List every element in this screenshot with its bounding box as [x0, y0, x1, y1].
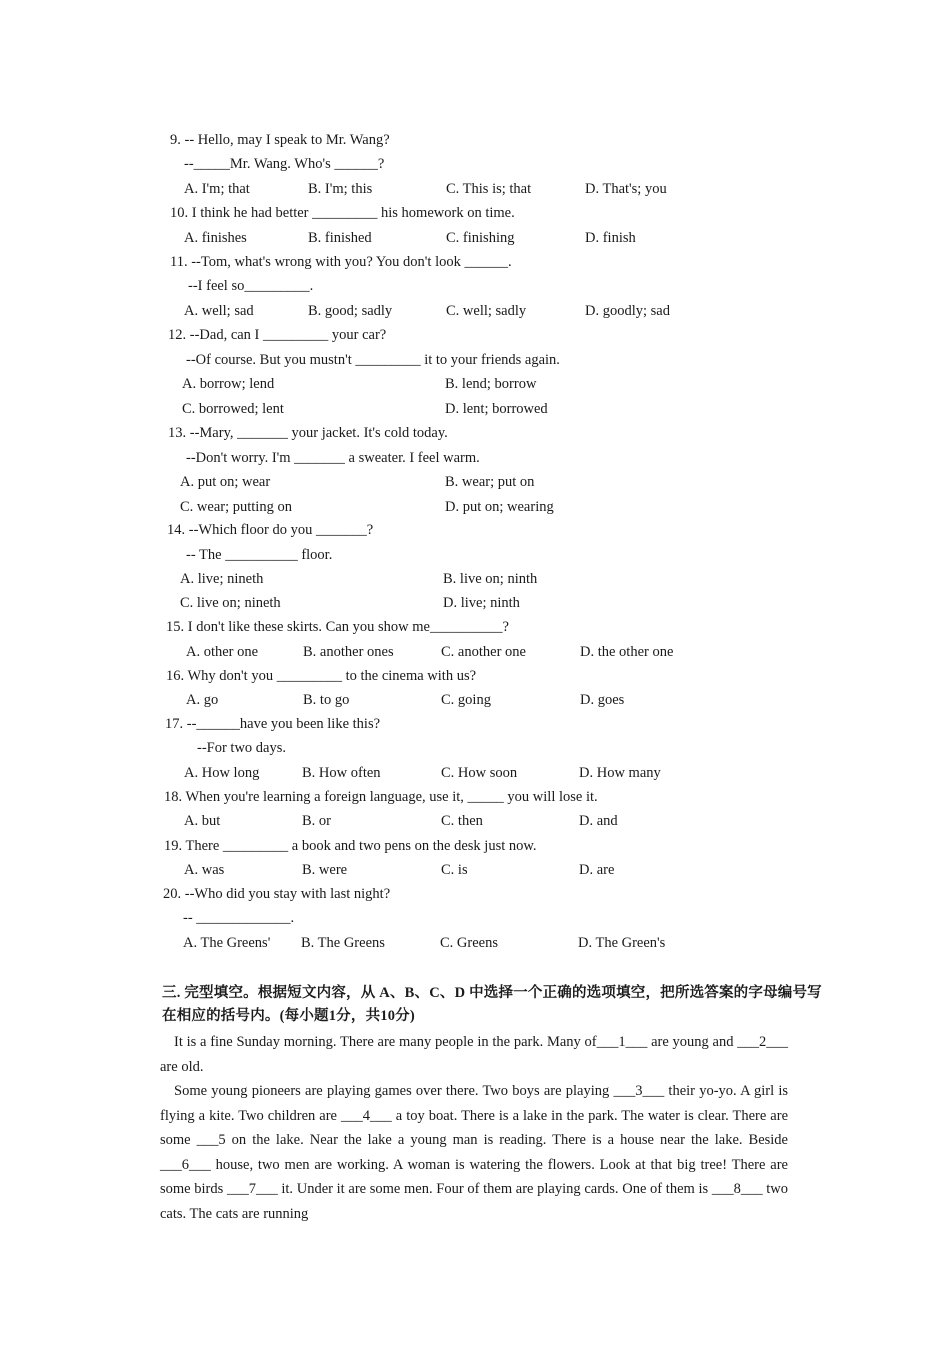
- q17-option-d: D. How many: [579, 765, 661, 781]
- q11-option-d: D. goodly; sad: [585, 303, 670, 319]
- section-3-heading-2: 在相应的括号内。(每小题1分，共10分): [162, 1008, 415, 1024]
- question-9-stem: 9. -- Hello, may I speak to Mr. Wang?: [170, 132, 390, 148]
- q12-option-a: A. borrow; lend: [182, 376, 275, 392]
- question-20-stem-2: -- _____________.: [183, 910, 295, 926]
- q15-option-c: C. another one: [441, 644, 526, 660]
- question-11-stem-2: --I feel so_________.: [188, 278, 314, 294]
- q14-option-a: A. live; nineth: [180, 571, 264, 587]
- q10-option-a: A. finishes: [184, 230, 247, 246]
- question-14-stem: 14. --Which floor do you _______?: [167, 522, 374, 538]
- q17-option-a: A. How long: [184, 765, 260, 781]
- q18-option-b: B. or: [302, 813, 331, 829]
- q19-option-a: A. was: [184, 862, 225, 878]
- q18-option-a: A. but: [184, 813, 221, 829]
- q20-option-c: C. Greens: [440, 935, 498, 951]
- question-18-stem: 18. When you're learning a foreign language, use it, _____ you will lose it.: [164, 789, 598, 805]
- q9-option-d: D. That's; you: [585, 181, 667, 197]
- q15-option-d: D. the other one: [580, 644, 674, 660]
- q13-option-b: B. wear; put on: [445, 474, 535, 490]
- q11-option-b: B. good; sadly: [308, 303, 393, 319]
- q14-option-b: B. live on; ninth: [443, 571, 538, 587]
- q9-option-c: C. This is; that: [446, 181, 532, 197]
- question-14-stem-2: -- The __________ floor.: [186, 547, 333, 563]
- q16-option-a: A. go: [186, 692, 219, 708]
- q20-option-d: D. The Green's: [578, 935, 666, 951]
- question-12-stem-2: --Of course. But you mustn't _________ it to your friends again.: [186, 352, 560, 368]
- q9-option-b: B. I'm; this: [308, 181, 373, 197]
- q15-option-a: A. other one: [186, 644, 259, 660]
- q12-option-d: D. lent; borrowed: [445, 401, 548, 417]
- question-10-stem: 10. I think he had better _________ his homework on time.: [170, 205, 515, 221]
- q14-option-d: D. live; ninth: [443, 595, 520, 611]
- q16-option-b: B. to go: [303, 692, 350, 708]
- q10-option-b: B. finished: [308, 230, 372, 246]
- q16-option-d: D. goes: [580, 692, 625, 708]
- q13-option-c: C. wear; putting on: [180, 499, 292, 515]
- q9-option-a: A. I'm; that: [184, 181, 250, 197]
- question-16-stem: 16. Why don't you _________ to the cinema with us?: [166, 668, 477, 684]
- question-19-stem: 19. There _________ a book and two pens on the desk just now.: [164, 838, 537, 854]
- q19-option-d: D. are: [579, 862, 615, 878]
- q17-option-b: B. How often: [302, 765, 381, 781]
- q10-option-c: C. finishing: [446, 230, 515, 246]
- question-15-stem: 15. I don't like these skirts. Can you show me__________?: [166, 619, 509, 635]
- q18-option-c: C. then: [441, 813, 483, 829]
- q20-option-a: A. The Greens': [183, 935, 271, 951]
- q16-option-c: C. going: [441, 692, 491, 708]
- question-11-stem: 11. --Tom, what's wrong with you? You don't look ______.: [170, 254, 512, 270]
- q12-option-c: C. borrowed; lent: [182, 401, 284, 417]
- question-17-stem: 17. --______have you been like this?: [165, 716, 381, 732]
- question-13-stem: 13. --Mary, _______ your jacket. It's cold today.: [168, 425, 448, 441]
- q15-option-b: B. another ones: [303, 644, 394, 660]
- q20-option-b: B. The Greens: [301, 935, 385, 951]
- q11-option-c: C. well; sadly: [446, 303, 527, 319]
- q19-option-b: B. were: [302, 862, 348, 878]
- question-17-stem-2: --For two days.: [197, 740, 287, 756]
- q13-option-d: D. put on; wearing: [445, 499, 554, 515]
- question-9-stem-2: --_____Mr. Wang. Who's ______?: [184, 156, 385, 172]
- question-20-stem: 20. --Who did you stay with last night?: [163, 886, 391, 902]
- q11-option-a: A. well; sad: [184, 303, 254, 319]
- q10-option-d: D. finish: [585, 230, 636, 246]
- section-3-heading: 三. 完型填空。根据短文内容，从 A、B、C、D 中选择一个正确的选项填空，把所选答案的字母编号写: [162, 985, 822, 1001]
- cloze-paragraph-2: Some young pioneers are playing games over there. Two boys are playing ___3___ their yo-yo. A girl is flying a kite. Two children are ___4___ a toy boat. There is a lake in the park. The water is clear. There are some ___5 on the lake. Near the lake a young man is reading. There is a house near the lake. Beside ___6___ house, two men are working. A woman is watering the flowers. Look at that big tree! There are some birds ___7___ it. Under it are some men. Four of them are playing cards. One of them is ___8___ two cats. The cats are running: [160, 1083, 788, 1222]
- q12-option-b: B. lend; borrow: [445, 376, 537, 392]
- cloze-paragraph-1: It is a fine Sunday morning. There are many people in the park. Many of___1___ are young and ___2___ are old.: [160, 1034, 788, 1075]
- q14-option-c: C. live on; nineth: [180, 595, 281, 611]
- q17-option-c: C. How soon: [441, 765, 518, 781]
- q19-option-c: C. is: [441, 862, 468, 878]
- q13-option-a: A. put on; wear: [180, 474, 271, 490]
- question-13-stem-2: --Don't worry. I'm _______ a sweater. I feel warm.: [186, 450, 480, 466]
- q18-option-d: D. and: [579, 813, 618, 829]
- question-12-stem: 12. --Dad, can I _________ your car?: [168, 327, 387, 343]
